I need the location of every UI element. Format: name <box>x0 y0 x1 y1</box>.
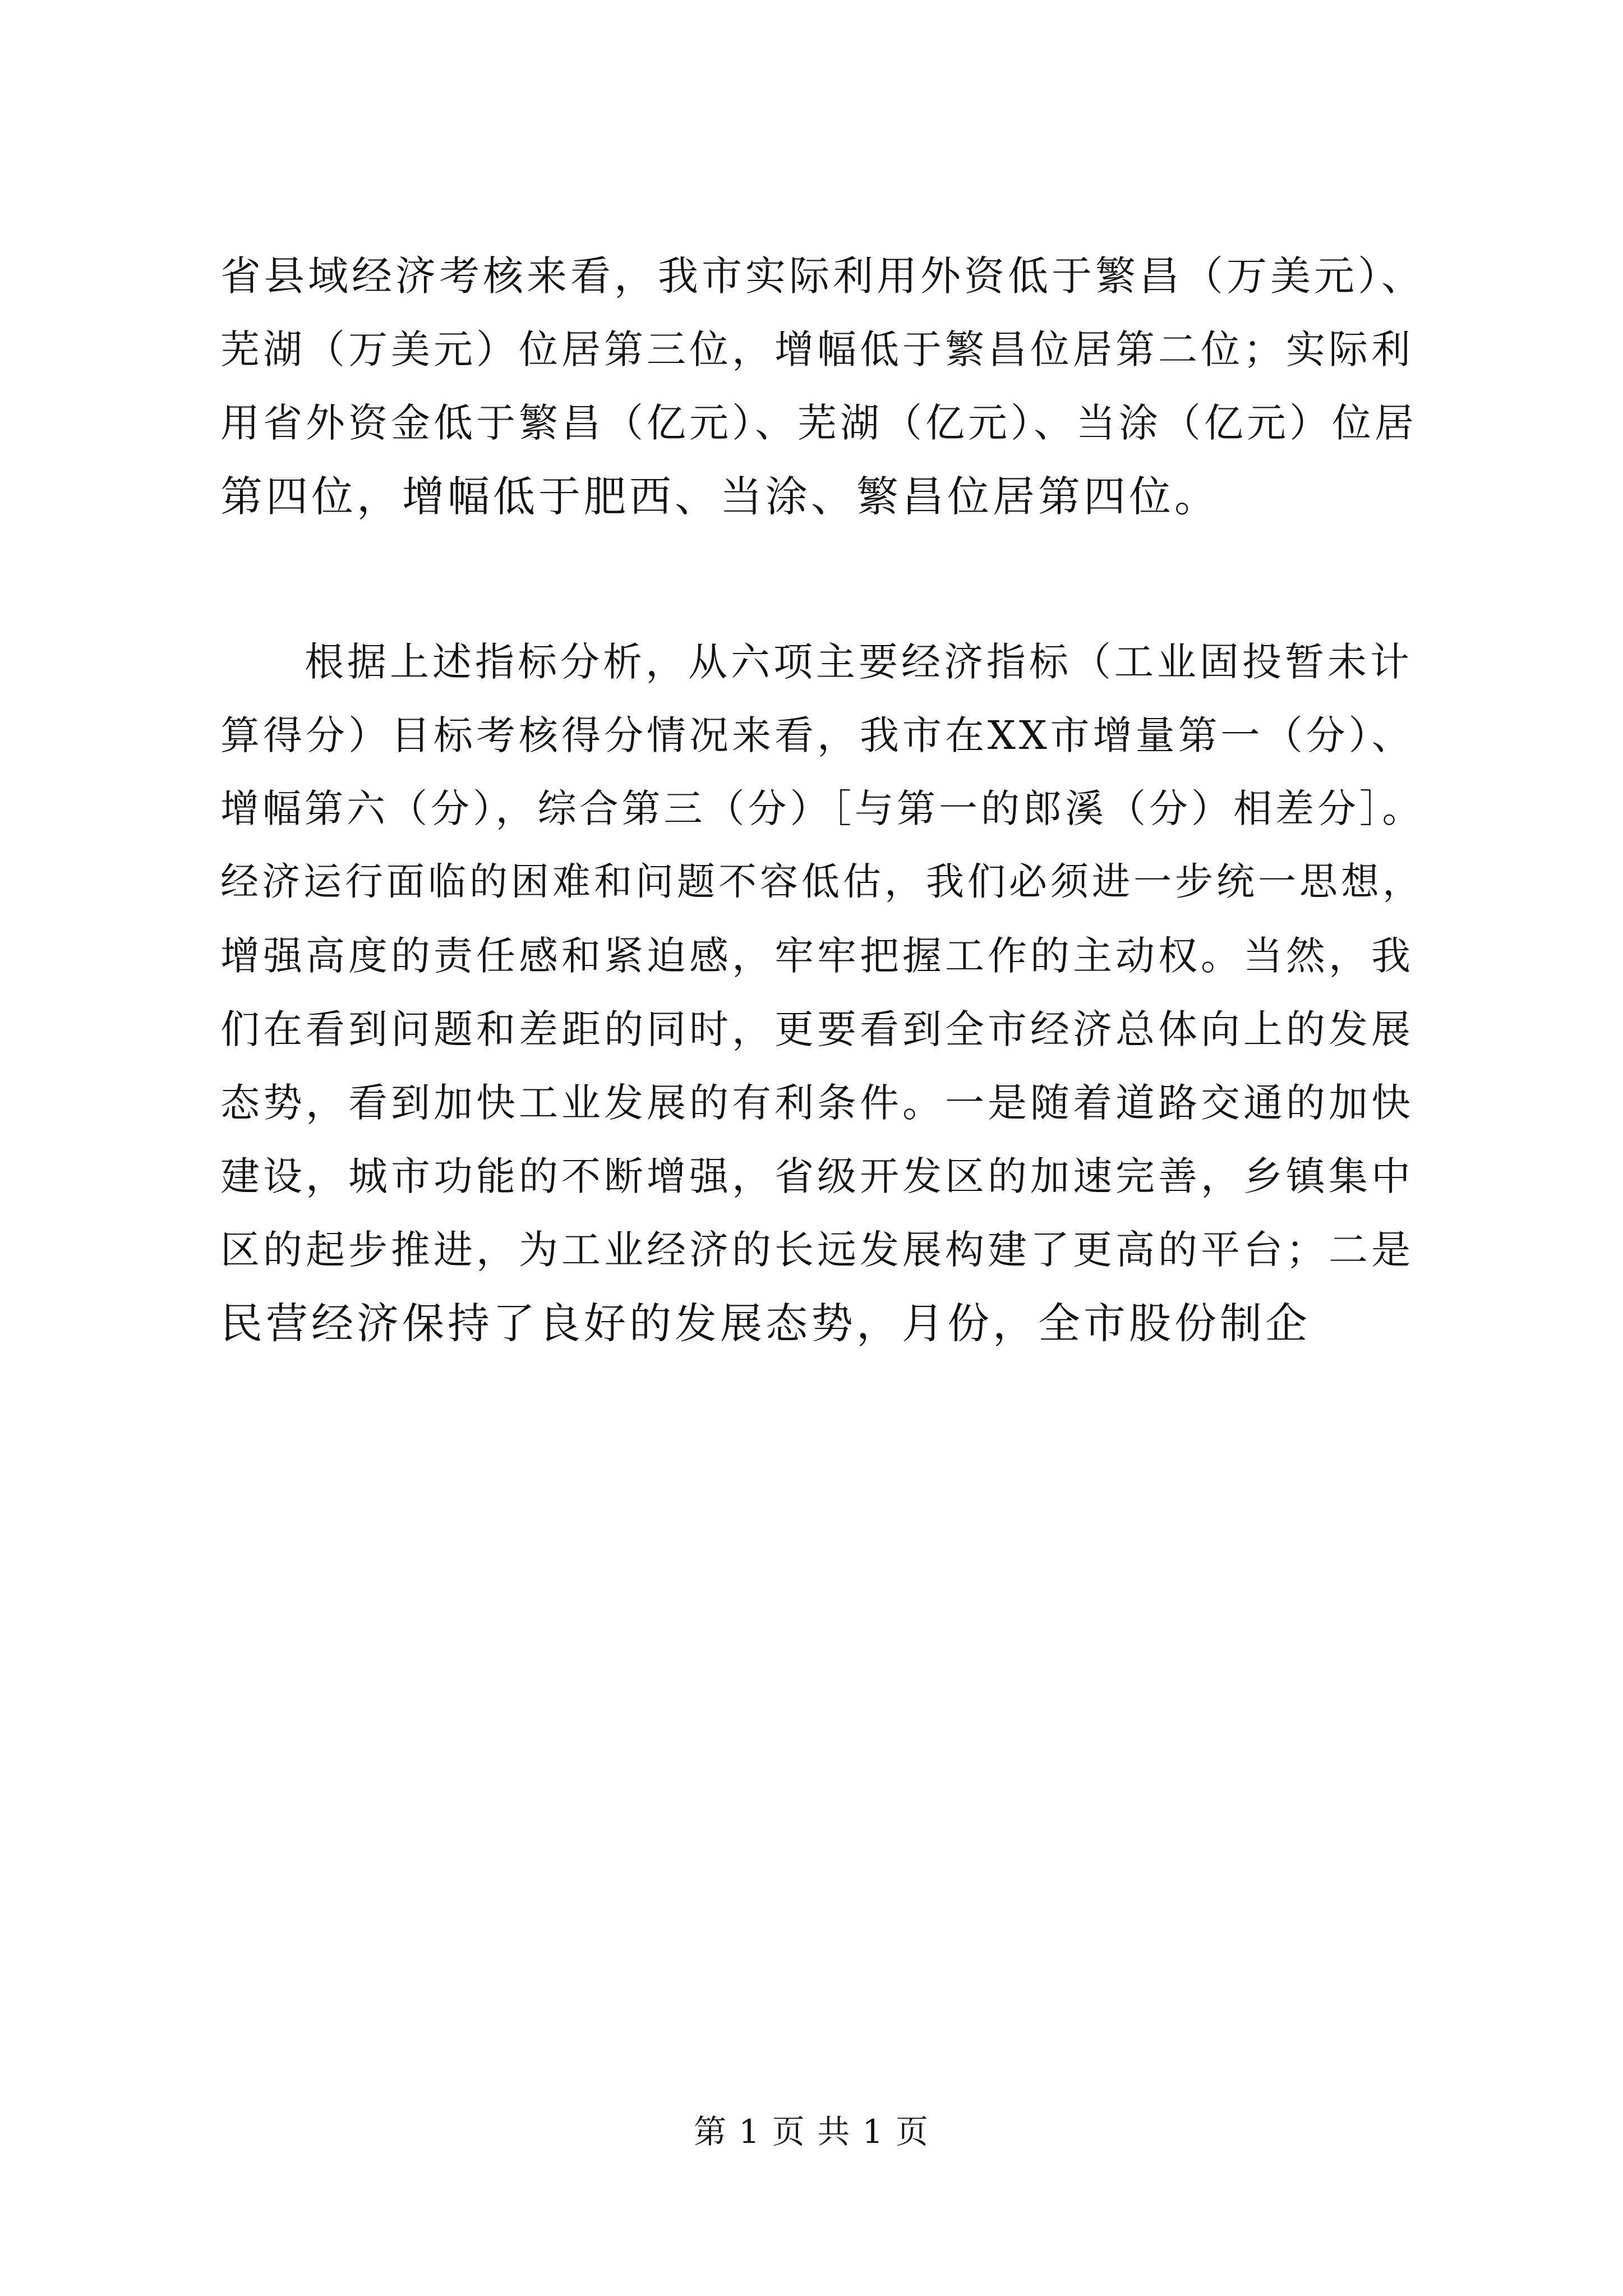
text-line: 民营经济保持了良好的发展态势，月份，全市股份制企 <box>220 1299 1311 1348</box>
text-line: 省县域经济考核来看，我市实际利用外资低于繁昌（万美元）、 <box>220 252 1426 300</box>
text-line: 芜湖（万美元）位居第三位，增幅低于繁昌位居第二位；实际利 <box>220 326 1414 372</box>
text-line: 增强高度的责任感和紧迫感，牢牢把握工作的主动权。当然，我 <box>220 933 1414 979</box>
page-number-footer: 第 1 页 共 1 页 <box>694 2113 929 2151</box>
text-line: 增幅第六（分），综合第三（分）［与第一的郎溪（分）相差分］。 <box>220 786 1424 831</box>
text-line: 第四位，增幅低于肥西、当涂、繁昌位居第四位。 <box>220 472 1220 521</box>
text-line: 用省外资金低于繁昌（亿元）、芜湖（亿元）、当涂（亿元）位居 <box>220 400 1417 446</box>
text-line: 们在看到问题和差距的同时，更要看到全市经济总体向上的发展 <box>220 1006 1414 1052</box>
text-line: 态势，看到加快工业发展的有利条件。一是随着道路交通的加快 <box>220 1080 1414 1126</box>
text-line: 建设，城市功能的不断增强，省级开发区的加速完善，乡镇集中 <box>220 1153 1414 1199</box>
text-line: 算得分）目标考核得分情况来看，我市在XX市增量第一（分）、 <box>220 712 1414 758</box>
paragraph-first-line: 根据上述指标分析，从六项主要经济指标（工业固投暂未计 <box>305 639 1413 685</box>
text-line: 区的起步推进，为工业经济的长远发展构建了更高的平台；二是 <box>220 1227 1414 1273</box>
text-line: 经济运行面临的困难和问题不容低估，我们必须进一步统一思想， <box>220 860 1424 904</box>
